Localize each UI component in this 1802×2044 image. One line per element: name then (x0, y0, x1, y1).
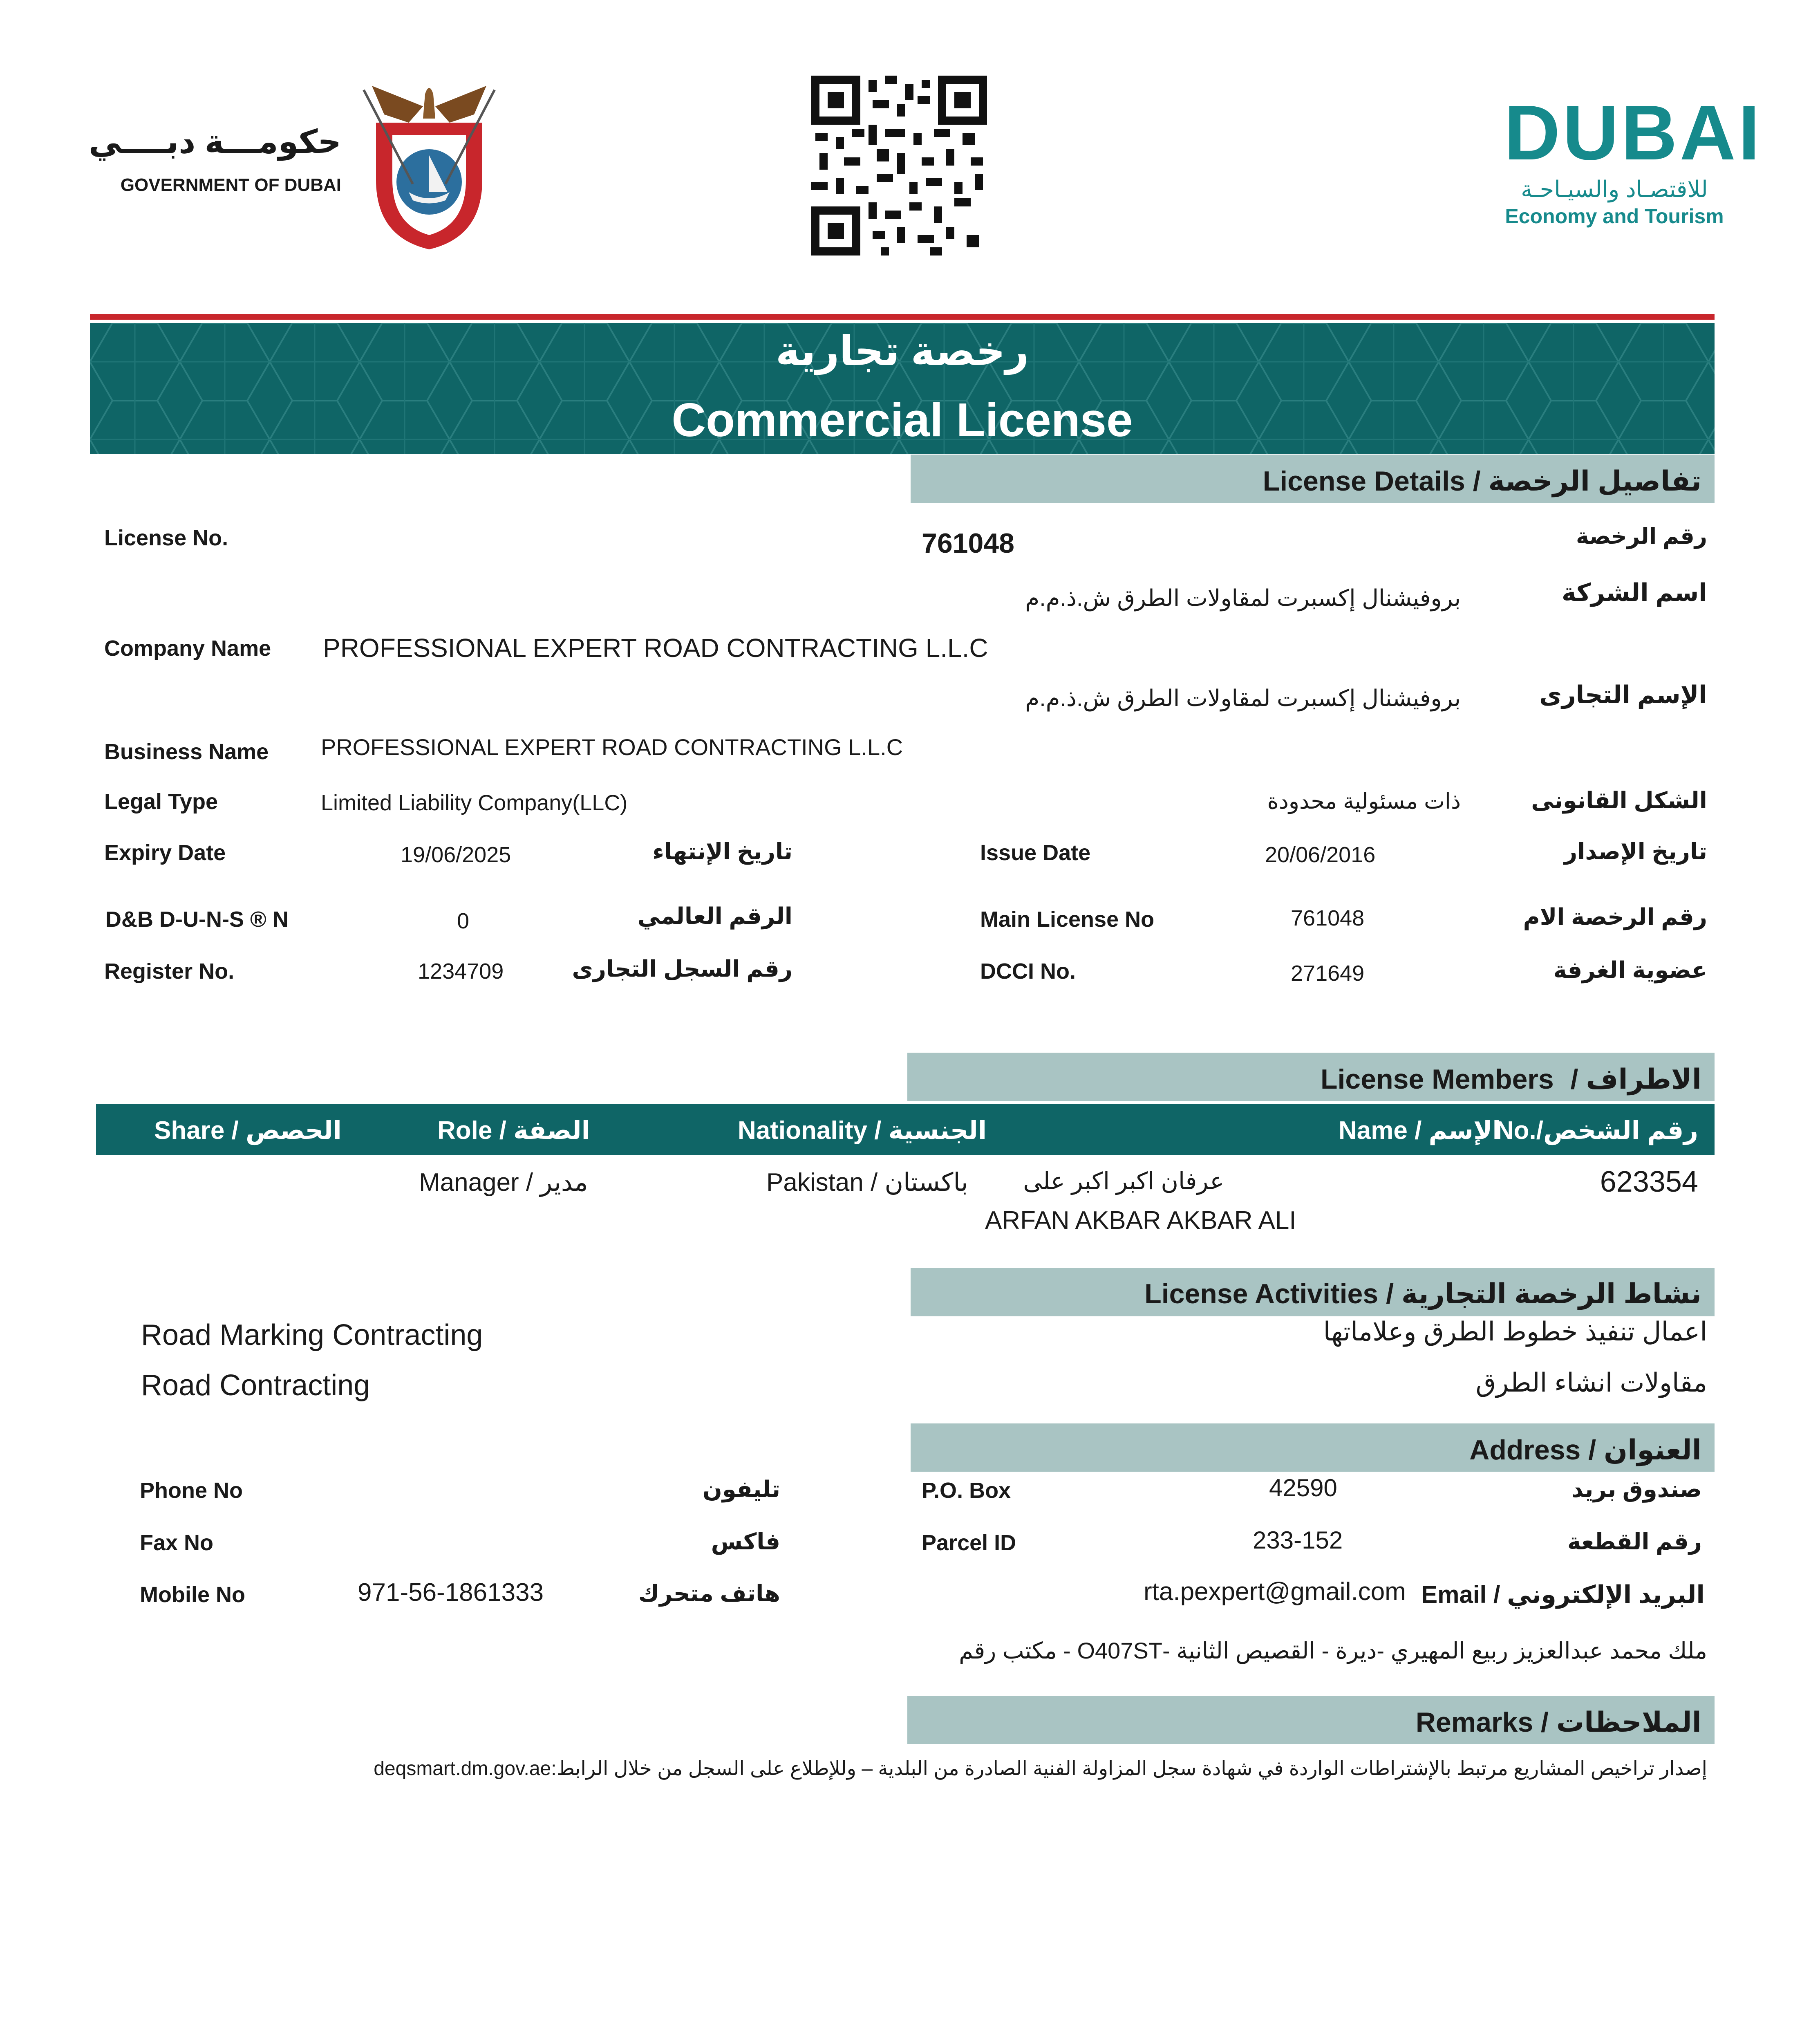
po-box-label: P.O. Box (922, 1478, 1011, 1503)
po-box-label-arabic: صندوق بريد (1571, 1476, 1702, 1502)
activity-arabic-1: اعمال تنفيذ خطوط الطرق وعلاماتها (1323, 1317, 1707, 1346)
banner-title-arabic: رخصة تجارية (775, 328, 1029, 374)
dubai-economy-tourism-logo (1504, 90, 1762, 241)
remarks-bar (907, 1696, 1715, 1744)
member-name-english: ARFAN AKBAR AKBAR ALI (985, 1206, 1296, 1235)
remarks-heading: Remarks / الملاحظات (1415, 1707, 1701, 1738)
parcel-id-value: 233-152 (1253, 1526, 1343, 1554)
license-no-label-arabic: رقم الرخصة (1576, 524, 1707, 549)
title-banner (90, 323, 1715, 454)
column-nationality: Nationality / الجنسية (738, 1116, 987, 1145)
issue-date-value: 20/06/2016 (1265, 843, 1376, 867)
license-members-heading (1321, 1063, 1701, 1096)
duns-label: D&B D-U-N-S ® N (105, 907, 289, 932)
remarks-text: إصدار تراخيص المشاريع مرتبط بالإشتراطات الواردة في شهادة سجل المزاولة الفنية الصادرة من البلدية – وللإطلاع على السجل من خلال الرابط:deqsmart.dm.gov.ae (374, 1758, 1707, 1780)
legal-type-arabic-value: ذات مسئولية محدودة (1267, 789, 1461, 814)
activity-english-1: Road Marking Contracting (141, 1319, 483, 1351)
company-name-arabic-value: بروفيشنال إكسبرت لمقاولات الطرق ش.ذ.م.م (1025, 585, 1461, 611)
business-name-value: PROFESSIONAL EXPERT ROAD CONTRACTING L.L.C (321, 734, 903, 760)
mobile-label-arabic: هاتف متحرك (638, 1580, 780, 1606)
fax-label-arabic: فاكس (711, 1529, 780, 1554)
mobile-label: Mobile No (140, 1582, 245, 1607)
gov-name-arabic: حكومـــة دبــــي (88, 123, 341, 160)
column-name: Name / الإسم (1339, 1116, 1501, 1145)
license-activities-heading: License Activities / نشاط الرخصة التجارية (1144, 1278, 1701, 1309)
main-license-label-arabic: رقم الرخصة الام (1523, 904, 1707, 930)
column-share: Share / الحصص (154, 1116, 342, 1145)
member-nationality: Pakistan / باكستان (766, 1168, 968, 1197)
email-label: Email / البريد الإلكتروني (1421, 1581, 1705, 1608)
expiry-date-label: Expiry Date (104, 840, 226, 865)
expiry-date-value: 19/06/2025 (401, 843, 511, 867)
dubai-wordmark: DUBAI (1504, 90, 1762, 176)
address-bar (911, 1423, 1715, 1472)
license-activities-bar (911, 1268, 1715, 1316)
dcci-no-label-arabic: عضوية الغرفة (1553, 957, 1707, 983)
dcci-no-label: DCCI No. (980, 959, 1076, 984)
full-address: ملك محمد عبدالعزيز ربيع المهيري -ديرة - القصيص الثانية -O407ST - مكتب رقم (959, 1638, 1707, 1663)
license-members-heading-english: License Members (1321, 1064, 1554, 1095)
header-qr-code-icon (811, 76, 987, 256)
main-license-value: 761048 (1291, 906, 1365, 930)
issue-date-label-arabic: تاريخ الإصدار (1564, 838, 1707, 864)
address-heading: Address / العنوان (1469, 1434, 1701, 1466)
member-role: Manager / مدير (419, 1168, 588, 1197)
issue-date-label: Issue Date (980, 840, 1091, 865)
fax-label: Fax No (140, 1531, 214, 1555)
license-members-heading-arabic: / الاطراف (1570, 1064, 1701, 1095)
member-person-no: 623354 (1600, 1165, 1698, 1198)
legal-type-label: Legal Type (104, 789, 218, 814)
dcci-no-value: 271649 (1291, 961, 1365, 986)
duns-value: 0 (457, 909, 470, 933)
business-name-label: Business Name (104, 740, 269, 764)
government-of-dubai-logo (88, 123, 341, 204)
activity-english-2: Road Contracting (141, 1369, 370, 1402)
license-no-label: License No. (104, 526, 228, 550)
license-no-value: 761048 (922, 528, 1014, 559)
member-name-arabic: عرفان اكبر اكبر على (1023, 1168, 1224, 1195)
column-person-no: No./رقم الشخص (1495, 1116, 1698, 1145)
po-box-value: 42590 (1269, 1474, 1337, 1502)
license-details-bar (911, 455, 1715, 503)
register-no-label-arabic: رقم السجل التجارى (572, 956, 792, 982)
column-role: Role / الصفة (437, 1116, 590, 1145)
main-license-label: Main License No (980, 907, 1155, 932)
parcel-id-label-arabic: رقم القطعة (1567, 1529, 1702, 1554)
banner-title-english: Commercial License (672, 393, 1133, 446)
gov-name-english: GOVERNMENT OF DUBAI (120, 175, 341, 195)
legal-type-label-arabic: الشكل القانونى (1531, 787, 1707, 813)
company-name-label: Company Name (104, 636, 271, 661)
dubai-emblem-icon (347, 78, 511, 253)
members-table-header (96, 1104, 1715, 1155)
company-name-label-arabic: اسم الشركة (1561, 579, 1707, 606)
email-value: rta.pexpert@gmail.com (1144, 1578, 1406, 1606)
mobile-value: 971-56-1861333 (358, 1578, 544, 1607)
phone-label-arabic: تليفون (703, 1476, 780, 1502)
det-name-english: Economy and Tourism (1505, 205, 1724, 228)
det-name-arabic: للاقتصـاد والسيـاحـة (1521, 176, 1708, 202)
business-name-arabic-value: بروفيشنال إكسبرت لمقاولات الطرق ش.ذ.م.م (1025, 685, 1461, 711)
activity-arabic-2: مقاولات انشاء الطرق (1475, 1368, 1707, 1397)
members-table-row (96, 1161, 1715, 1243)
phone-label: Phone No (140, 1478, 243, 1503)
parcel-id-label: Parcel ID (922, 1531, 1016, 1555)
expiry-date-label-arabic: تاريخ الإنتهاء (652, 838, 792, 864)
duns-label-arabic: الرقم العالمي (637, 903, 792, 929)
header-red-rule (90, 314, 1715, 320)
license-details-heading: License Details / تفاصيل الرخصة (1263, 466, 1701, 497)
register-no-label: Register No. (104, 959, 235, 984)
license-members-bar (907, 1053, 1715, 1101)
legal-type-value: Limited Liability Company(LLC) (321, 791, 628, 815)
company-name-value: PROFESSIONAL EXPERT ROAD CONTRACTING L.L.C (323, 633, 988, 663)
register-no-value: 1234709 (418, 959, 504, 984)
business-name-label-arabic: الإسم التجارى (1539, 681, 1707, 708)
